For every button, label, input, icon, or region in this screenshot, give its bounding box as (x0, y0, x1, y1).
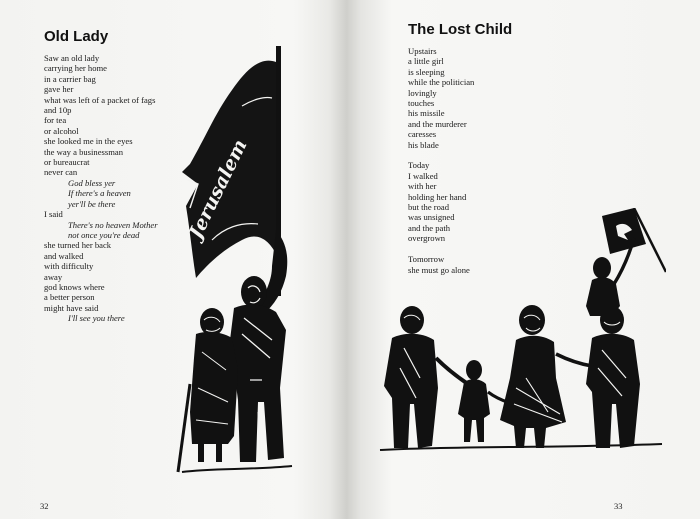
poem-line: the way a businessman (44, 146, 123, 157)
poem-line: gave her (44, 84, 74, 95)
right-page (352, 0, 700, 519)
poem-line: but the road (408, 202, 450, 213)
poem-line: with difficulty (44, 261, 94, 272)
poem-line: or alcohol (44, 125, 79, 136)
poem-line: and the path (408, 222, 450, 233)
poem-line: I walked (408, 170, 438, 181)
poem-line: or bureaucrat (44, 157, 90, 168)
girl-body (458, 379, 490, 442)
banner-lettering: Jerusalem (184, 136, 252, 243)
poem-line: his missile (408, 108, 445, 119)
poem-line (408, 150, 474, 160)
left-page (0, 0, 345, 519)
poem-line: holding her hand (408, 191, 467, 202)
poem-line: There's no heaven Mother (68, 219, 158, 230)
child-head (593, 257, 611, 279)
poem-line: not once you're dead (68, 229, 140, 240)
poem-line: and the murderer (408, 118, 467, 129)
poem-line: touches (408, 98, 435, 109)
father-body (586, 334, 640, 448)
poem-line: she looked me in the eyes (44, 136, 133, 147)
poem-line: a better person (44, 292, 95, 303)
page-number-left: 32 (40, 501, 49, 511)
poem-line: a little girl (408, 56, 444, 67)
poem-line: with her (408, 181, 437, 192)
woodcut-march-jerusalem (172, 40, 322, 485)
poem-line: his blade (408, 139, 439, 150)
poem-line: overgrown (408, 233, 446, 244)
poem-line: Upstairs (408, 46, 437, 56)
poem-line: she turned her back (44, 240, 112, 251)
walking-stick (178, 384, 190, 472)
woodcut-family-walking (376, 208, 666, 458)
poem-line: might have said (44, 302, 99, 313)
poem-line: and walked (44, 250, 84, 261)
poem-line: I said (44, 209, 63, 220)
poem-line: she must go alone (408, 264, 470, 275)
poem-line: away (44, 271, 63, 282)
woman-body (500, 336, 566, 448)
poem-line: in a carrier bag (44, 73, 96, 84)
poem-line: I'll see you there (68, 313, 125, 324)
poem-line: is sleeping (408, 66, 445, 77)
poem-line: for tea (44, 115, 67, 126)
poem-line: If there's a heaven (68, 188, 131, 199)
poem-line: god knows where (44, 281, 105, 292)
poem-line: caresses (408, 129, 437, 140)
old-lady-body (190, 332, 238, 444)
poem-line: never can (44, 167, 78, 178)
poem-line: and 10p (44, 105, 72, 116)
poem-line: God bless yer (68, 177, 116, 188)
girl-head (466, 360, 482, 380)
poem-line: what was left of a packet of fags (44, 94, 156, 105)
page-number-right: 33 (614, 501, 623, 511)
poem-title-the-lost-child: The Lost Child (408, 21, 513, 38)
poem-title-old-lady: Old Lady (44, 28, 109, 45)
poem-line: was unsigned (408, 212, 455, 223)
man-body (230, 305, 286, 462)
poem-line: yer'll be there (68, 198, 116, 209)
poem-line: lovingly (408, 87, 437, 98)
man-head (400, 306, 424, 334)
poem-old-lady (44, 53, 158, 324)
poem-line: Today (408, 160, 430, 171)
poem-line: Saw an old lady (44, 53, 100, 63)
poem-line: carrying her home (44, 63, 107, 74)
poem-line: while the politician (408, 77, 475, 88)
man-body (384, 334, 438, 448)
poem-line: Tomorrow (408, 254, 445, 265)
